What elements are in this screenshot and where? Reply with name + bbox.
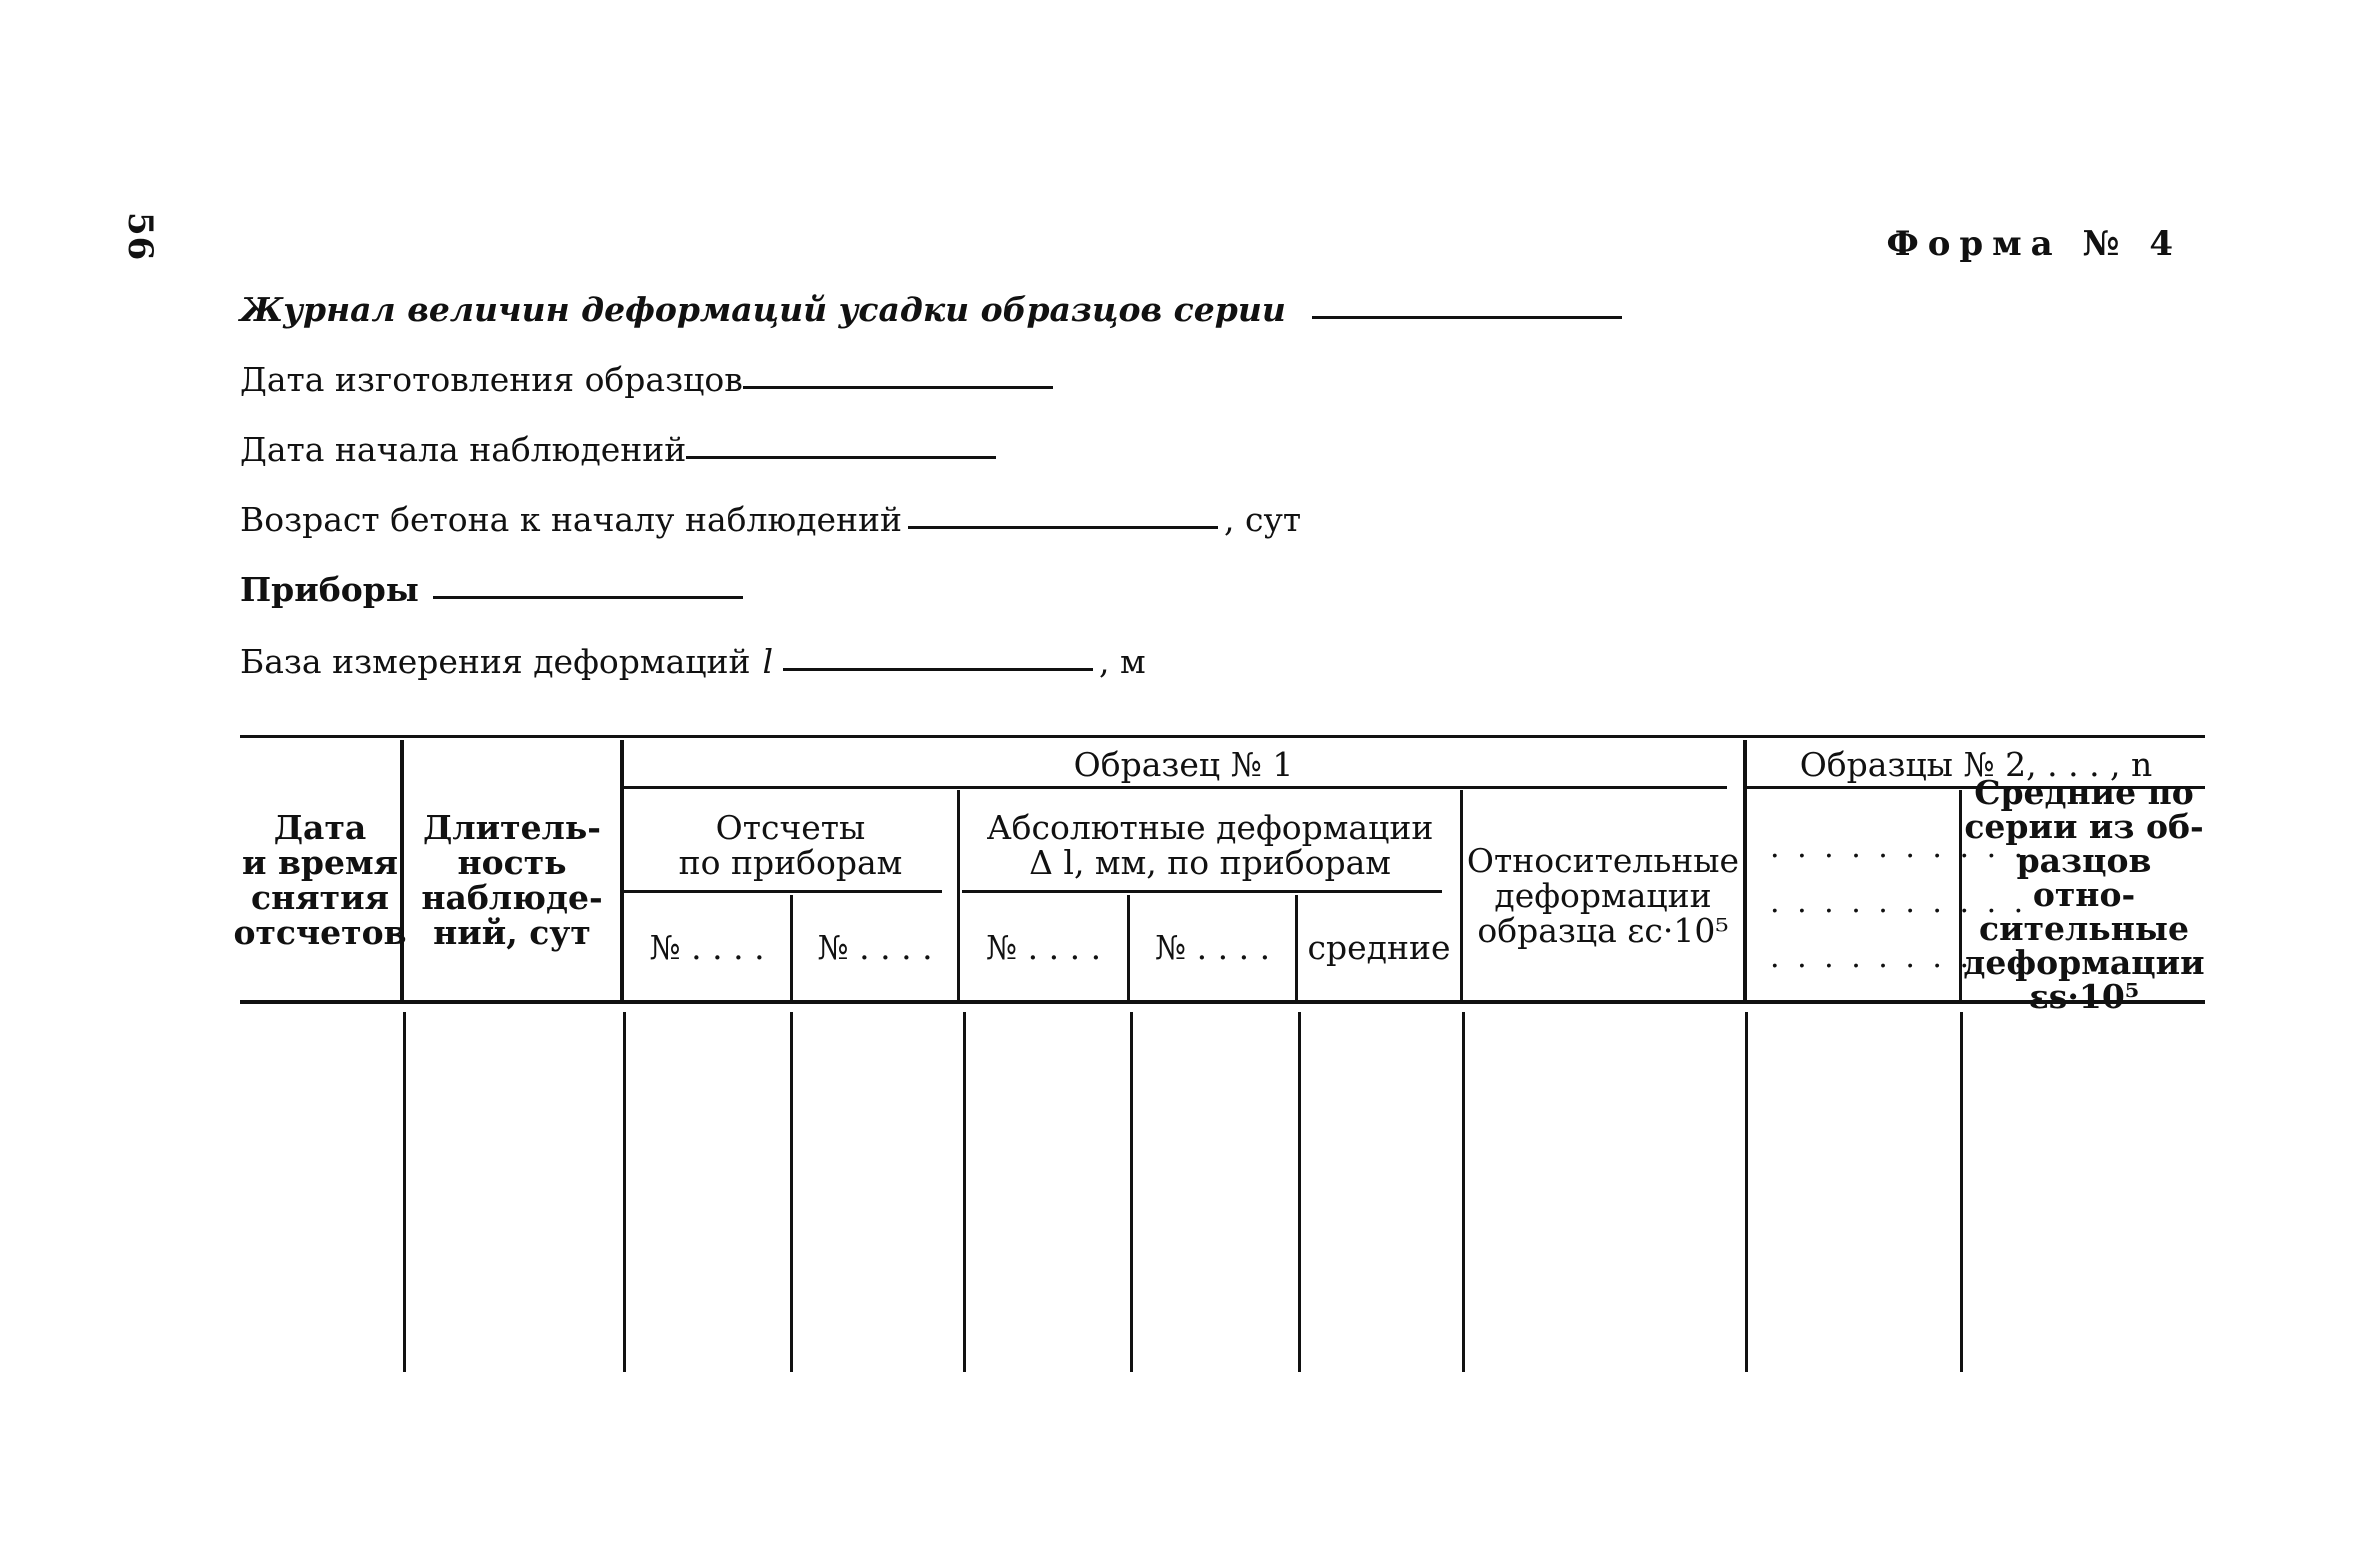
journal-title-line (240, 290, 1628, 329)
body-vrule-7 (1462, 1012, 1465, 1372)
observation-start-field[interactable] (686, 454, 996, 459)
observation-start-label: Дата начала наблюдений (240, 430, 687, 469)
readings-underline (622, 890, 942, 893)
base-field[interactable] (783, 666, 1093, 671)
base-line (240, 642, 1146, 681)
col-date-header (233, 790, 407, 970)
rel-def-line-3: образца εc·10⁵ (1477, 910, 1729, 950)
sample1-underline (622, 786, 1727, 789)
concrete-age-line (240, 500, 1301, 539)
series-avg-line-4: сительные (1979, 908, 2189, 948)
body-vrule-5 (1130, 1012, 1133, 1372)
readings-line-1: Отсчеты (715, 808, 866, 847)
manufacture-date-field[interactable] (743, 384, 1053, 389)
col-duration-line-4: ний, сут (433, 913, 591, 952)
abs-avg: средние (1307, 928, 1451, 967)
form-label: Форма № 4 (1886, 224, 2182, 264)
dots-row-3: . . . . . . . . . . (1770, 940, 2028, 975)
body-vrule-6 (1298, 1012, 1301, 1372)
instruments-field[interactable] (433, 594, 743, 599)
concrete-age-label: Возраст бетона к началу наблюдений (240, 500, 903, 539)
readings-line-2: по приборам (678, 843, 903, 882)
base-unit: , м (1099, 642, 1146, 681)
rel-def-header (1463, 820, 1743, 970)
body-vrule-4 (963, 1012, 966, 1372)
abs-def-line-1: Абсолютные деформации (986, 808, 1434, 847)
abs-underline (962, 890, 1442, 893)
col-date-line-1: Дата (273, 808, 367, 847)
journal-title: Журнал величин деформаций усадки образцов серии (240, 290, 1286, 329)
sample1-header: Образец № 1 (1073, 744, 1294, 784)
col-duration-line-2: ность (457, 843, 567, 882)
abs-def-line-2: Δ l, мм, по приборам (1029, 843, 1391, 882)
series-avg-line-5: деформации (1963, 942, 2205, 982)
series-avg-header (1963, 772, 2205, 1016)
concrete-age-unit: , сут (1224, 500, 1302, 539)
abs-def-header (960, 805, 1460, 885)
manufacture-date-line (240, 360, 1059, 399)
readings-no-1: № . . . . (649, 928, 765, 967)
abs-no-2: № . . . . (1154, 928, 1271, 967)
table-top-rule (240, 735, 2205, 738)
page-number: 56 (120, 212, 160, 262)
body-vrule-9 (1960, 1012, 1963, 1372)
col-duration-header (404, 790, 620, 970)
series-avg-line-3: разцов отно- (2016, 840, 2152, 914)
samples2n-header: Образцы № 2, . . . , n (1799, 744, 2153, 784)
instruments-line (240, 570, 749, 609)
col-date-line-2: и время (241, 843, 398, 882)
readings-header (624, 805, 957, 885)
body-vrule-1 (403, 1012, 406, 1372)
body-vrule-3 (790, 1012, 793, 1372)
col-date-line-4: отсчетов (233, 913, 407, 952)
manufacture-date-label: Дата изготовления образцов (240, 360, 743, 399)
base-label: База измерения деформаций (240, 642, 751, 681)
body-vrule-8 (1745, 1012, 1748, 1372)
base-symbol: l (762, 642, 774, 681)
body-vrule-2 (623, 1012, 626, 1372)
instruments-label: Приборы (240, 570, 419, 609)
col-date-line-3: снятия (251, 878, 389, 917)
dots-row-1: . . . . . . . . . . (1770, 830, 2028, 865)
rel-def-line-2: деформации (1494, 875, 1712, 915)
series-avg-line-2: серии из об- (1964, 806, 2204, 846)
abs-no-1: № . . . . (985, 928, 1102, 967)
series-avg-line-6: εs·10⁵ (2028, 976, 2140, 1016)
col-duration-line-1: Длитель- (423, 808, 601, 847)
table-header-bottom-rule (240, 1000, 2205, 1004)
series-field[interactable] (1312, 314, 1622, 319)
rel-def-line-1: Относительные (1466, 840, 1740, 880)
observation-start-line (240, 430, 1002, 469)
dots-row-2: . . . . . . . . . . (1770, 885, 2028, 920)
series-avg-line-1: Средние по (1974, 772, 2194, 812)
concrete-age-field[interactable] (908, 524, 1218, 529)
readings-no-2: № . . . . (817, 928, 933, 967)
col-duration-line-3: наблюде- (421, 878, 603, 917)
